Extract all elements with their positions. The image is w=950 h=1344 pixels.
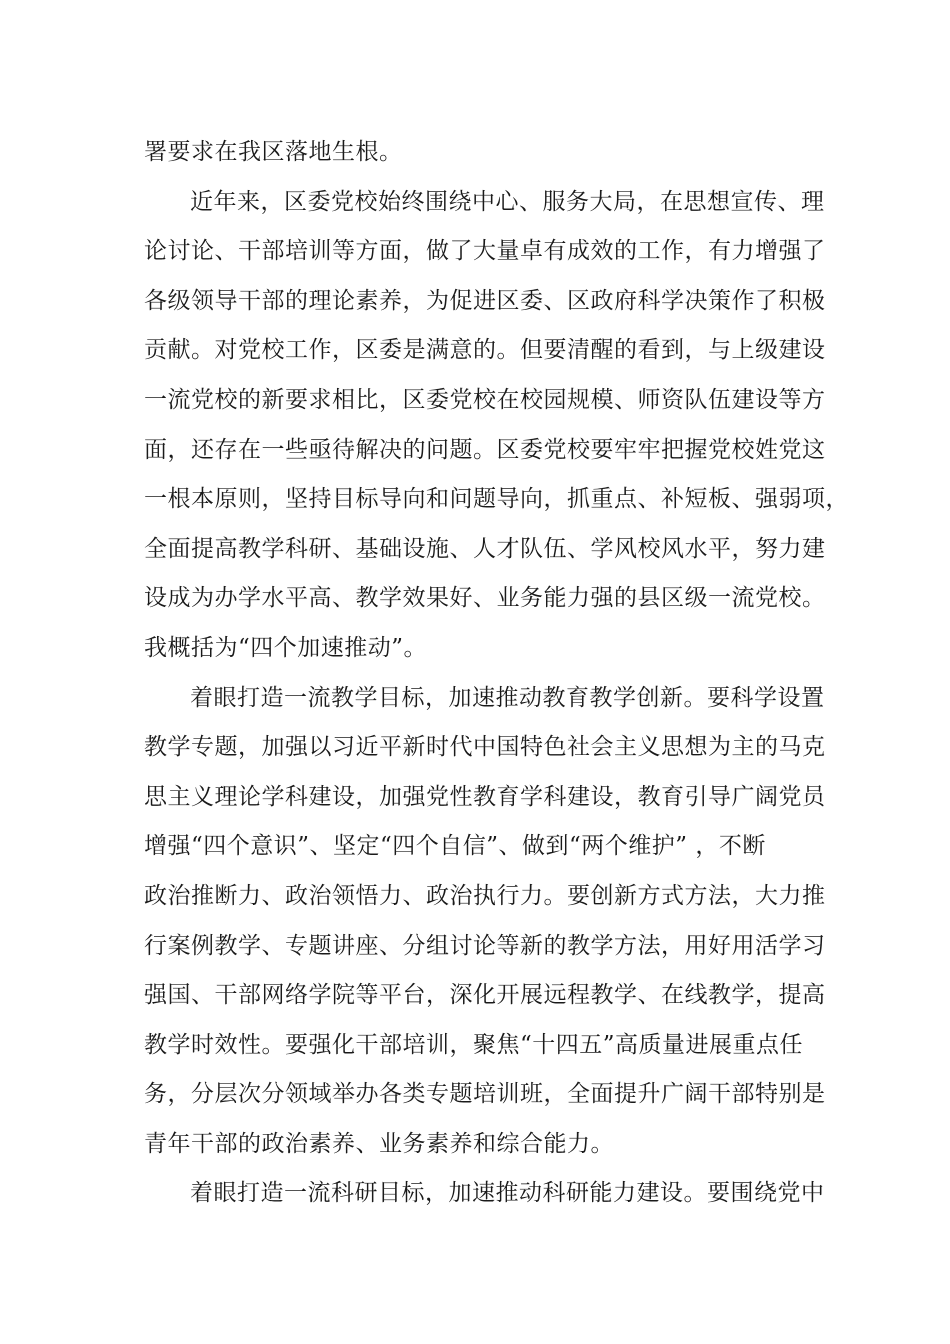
text-line: 思主义理论学科建设，加强党性教育学科建设，教育引导广阔党员 <box>144 783 826 810</box>
text-line: 务，分层次分领域举办各类专题培训班，全面提升广阔干部特别是 <box>144 1081 826 1108</box>
document-body <box>144 128 849 1219</box>
text-line: 行案例教学、专题讲座、分组讨论等新的教学方法，用好用活学习 <box>144 932 826 959</box>
text-line: 我概括为“四个加速推动”。 <box>144 634 428 661</box>
paragraph-start-line: 近年来，区委党校始终围绕中心、服务大局，在思想宣传、理 <box>190 188 825 215</box>
text-line: 教学专题，加强以习近平新时代中国特色社会主义思想为主的马克 <box>144 734 826 761</box>
text-line: 强国、干部网络学院等平台，深化开展远程教学、在线教学，提高 <box>144 982 826 1009</box>
text-line: 教学时效性。要强化干部培训，聚焦“十四五”高质量进展重点任 <box>144 1031 804 1058</box>
text-line: 论讨论、干部培训等方面，做了大量卓有成效的工作，有力增强了 <box>144 238 826 265</box>
text-line: 设成为办学水平高、教学效果好、业务能力强的县区级一流党校。 <box>144 585 826 612</box>
text-line: 一流党校的新要求相比，区委党校在校园规模、师资队伍建设等方 <box>144 386 826 413</box>
text-line: 各级领导干部的理论素养，为促进区委、区政府科学决策作了积极 <box>144 287 826 314</box>
paragraph-start-line: 着眼打造一流教学目标，加速推动教育教学创新。要科学设置 <box>190 684 825 711</box>
text-line: 一根本原则，坚持目标导向和问题导向，抓重点、补短板、强弱项， <box>144 486 849 513</box>
text-line: 政治推断力、政治领悟力、政治执行力。要创新方式方法，大力推 <box>144 882 826 909</box>
text-line: 青年干部的政治素养、业务素养和综合能力。 <box>144 1130 614 1157</box>
text-line: 贡献。对党校工作，区委是满意的。但要清醒的看到，与上级建设 <box>144 337 826 364</box>
text-line: 全面提高教学科研、基础设施、人才队伍、学风校风水平，努力建 <box>144 535 826 562</box>
paragraph-start-line: 着眼打造一流科研目标，加速推动科研能力建设。要围绕党中 <box>190 1180 825 1207</box>
text-line: 面，还存在一些亟待解决的问题。区委党校要牢牢把握党校姓党这 <box>144 436 826 463</box>
text-line: 署要求在我区落地生根。 <box>144 139 403 165</box>
text-line: 增强“四个意识”、坚定“四个自信”、做到“两个维护” ，不断 <box>144 833 766 860</box>
